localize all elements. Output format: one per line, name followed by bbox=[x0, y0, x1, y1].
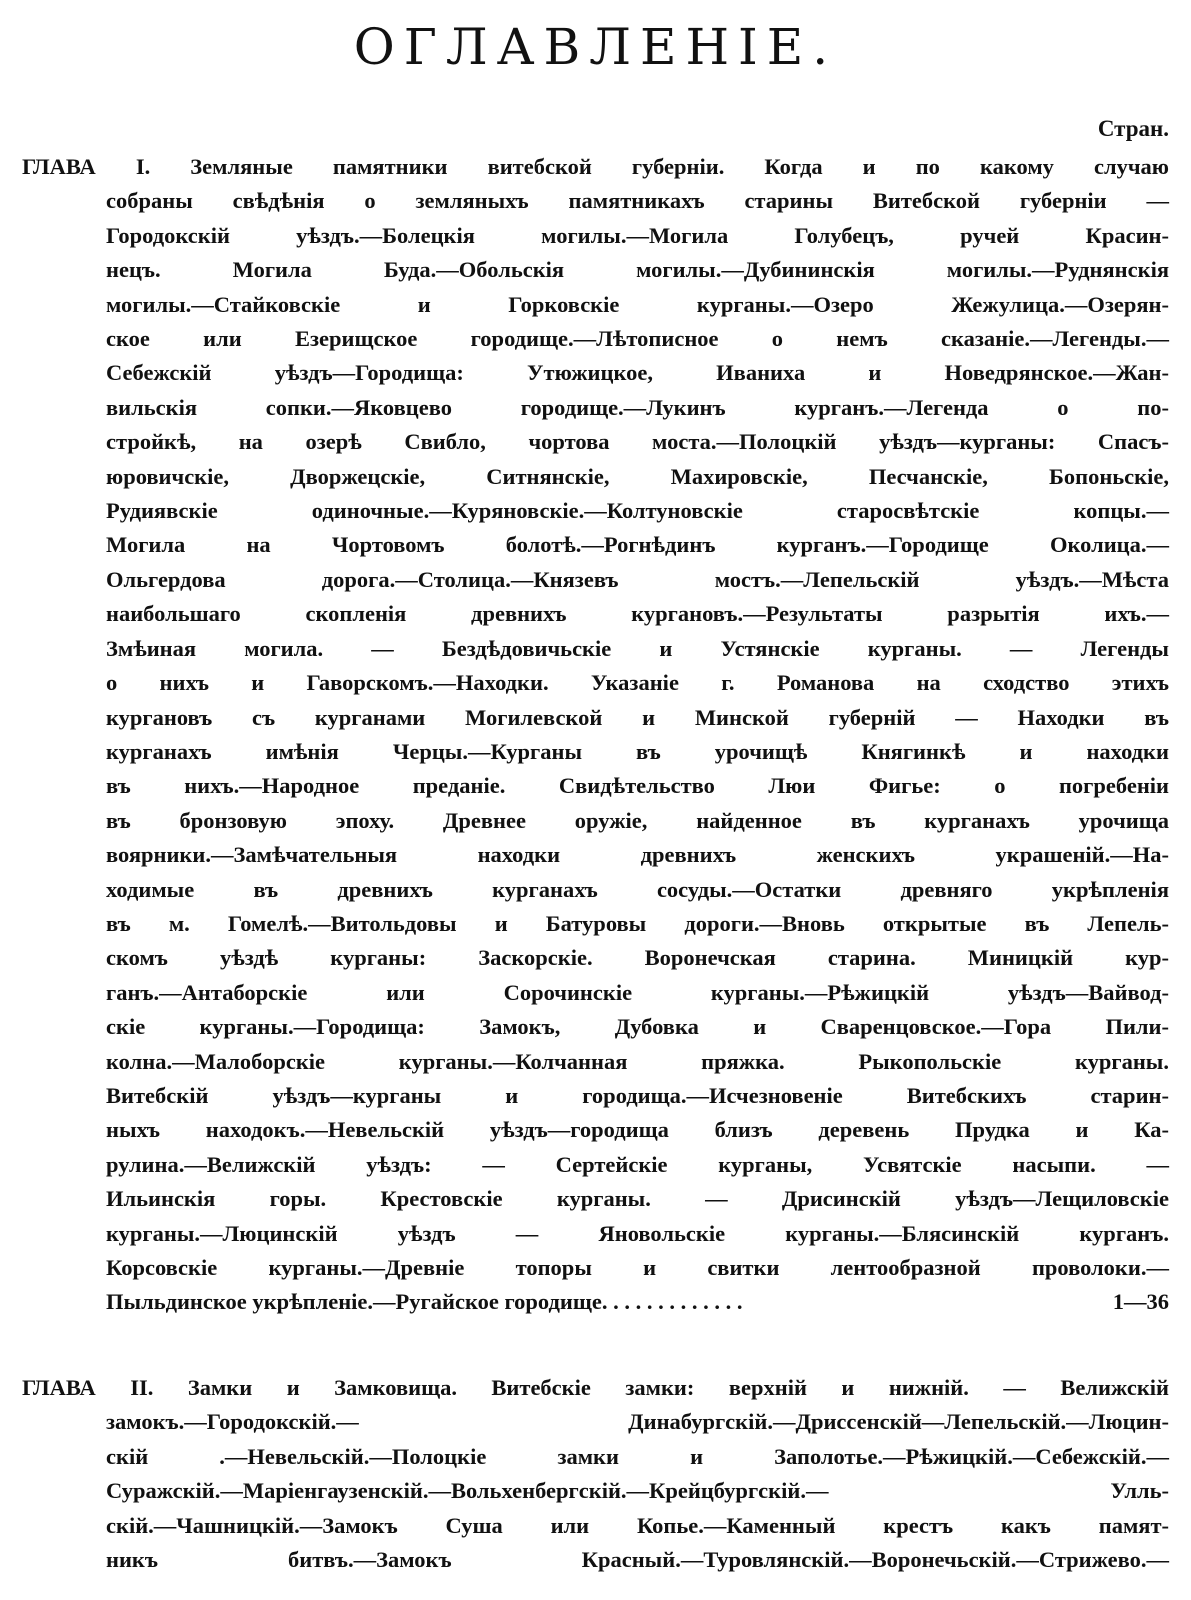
toc-line: курганы.—Люцинскій уѣздъ — Яновольскіе курганы.—Блясинскій курганъ. bbox=[106, 1220, 1169, 1246]
toc-line: Ильинскія горы. Крестовскіе курганы. — Дрисинскій уѣздъ—Лещиловскіе bbox=[106, 1186, 1169, 1212]
toc-line: ходимые въ древнихъ курганахъ сосуды.—Остатки древняго укрѣпленія bbox=[106, 876, 1169, 902]
toc-line: Витебскій уѣздъ—курганы и городища.—Исчезновеніе Витебскихъ старин- bbox=[106, 1082, 1169, 1108]
toc-line: вильскія сопки.—Яковцево городище.—Лукинъ курганъ.—Легенда о по- bbox=[106, 394, 1169, 420]
toc-line: собраны свѣдѣнія о земляныхъ памятникахъ старины Витебской губерніи — bbox=[106, 188, 1169, 214]
toc-line: скіе курганы.—Городища: Замокъ, Дубовка и Сваренцовское.—Гора Пили- bbox=[106, 1014, 1169, 1040]
toc-line: колна.—Малоборскіе курганы.—Колчанная пряжка. Рыкопольскіе курганы. bbox=[106, 1048, 1169, 1074]
toc-line: Ольгердова дорога.—Столица.—Князевъ мостъ.—Лепельскій уѣздъ.—Мѣста bbox=[106, 566, 1169, 592]
toc-line: наибольшаго скопленія древнихъ кургановъ.—Результаты разрытія ихъ.— bbox=[106, 601, 1169, 627]
toc-line: курганахъ имѣнія Черцы.—Курганы въ урочищѣ Княгинкѣ и находки bbox=[106, 738, 1169, 764]
chapter-1-entry bbox=[22, 150, 1169, 1320]
toc-line: о нихъ и Гаворскомъ.—Находки. Указаніе г. Романова на сходство этихъ bbox=[106, 670, 1169, 696]
page-range: 1—36 bbox=[1112, 1289, 1169, 1315]
toc-line-with-leader bbox=[22, 1285, 1169, 1319]
toc-line: ГЛАВА I. Земляные памятники витебской губерніи. Когда и по какому случаю bbox=[22, 154, 1169, 179]
chapter-2-entry bbox=[22, 1371, 1169, 1577]
toc-line: рулина.—Велижскій уѣздъ: — Сертейскіе курганы, Усвятскіе насыпи. — bbox=[106, 1151, 1169, 1177]
toc-line: нецъ. Могила Буда.—Обольскія могилы.—Дубининскія могилы.—Руднянскія bbox=[106, 257, 1169, 283]
pages-column-header: Стран. bbox=[1097, 116, 1169, 141]
toc-line: юровичскіе, Дворжецскіе, Ситнянскіе, Махировскіе, Песчанскіе, Бопоньскіе, bbox=[106, 463, 1169, 489]
toc-line: ныхъ находокъ.—Невельскій уѣздъ—городища близъ деревень Прудка и Ка- bbox=[106, 1117, 1169, 1143]
toc-line: замокъ.—Городокскій.— Динабургскій.—Дриссенскій—Лепельскій.—Люцин- bbox=[106, 1409, 1169, 1435]
toc-line: скомъ уѣздѣ курганы: Заскорскіе. Воронечская старина. Миницкій кур- bbox=[106, 945, 1169, 971]
toc-line: въ бронзовую эпоху. Древнее оружіе, найденное въ курганахъ урочища bbox=[106, 807, 1169, 833]
toc-line: ГЛАВА II. Замки и Замковища. Витебскіе замки: верхній и нижній. — Велижскій bbox=[22, 1375, 1169, 1400]
toc-line: Могила на Чортовомъ болотѣ.—Рогнѣдинъ курганъ.—Городище Околица.— bbox=[106, 532, 1169, 558]
toc-line: стройкѣ, на озерѣ Свибло, чортова моста.—Полоцкій уѣздъ—курганы: Спасъ- bbox=[106, 429, 1169, 455]
toc-line: воярники.—Замѣчательныя находки древнихъ женскихъ украшеній.—На- bbox=[106, 842, 1169, 868]
page-title: ОГЛАВЛЕНІЕ. bbox=[353, 18, 838, 76]
toc-line: кургановъ съ курганами Могилевской и Минской губерній — Находки въ bbox=[106, 704, 1169, 730]
toc-line: Суражскій.—Маріенгаузенскій.—Вольхенбергскій.—Крейцбургскій.— Улль- bbox=[106, 1478, 1169, 1504]
toc-line: въ нихъ.—Народное преданіе. Свидѣтельство Люи Фигье: о погребеніи bbox=[106, 773, 1169, 799]
toc-line: Корсовскіе курганы.—Древніе топоры и свитки лентообразной проволоки.— bbox=[106, 1255, 1169, 1280]
toc-line: въ м. Гомелѣ.—Витольдовы и Батуровы дороги.—Вновь открытые въ Лепель- bbox=[106, 910, 1169, 936]
toc-line: никъ битвъ.—Замокъ Красный.—Туровлянскій.—Воронечьскій.—Стрижево.— bbox=[106, 1547, 1169, 1573]
toc-line: Городокскій уѣздъ.—Болецкія могилы.—Могила Голубецъ, ручей Красин- bbox=[106, 222, 1169, 248]
toc-line: скій .—Невельскій.—Полоцкіе замки и Заполотье.—Рѣжицкій.—Себежскій.— bbox=[106, 1443, 1169, 1469]
toc-line: скій.—Чашницкій.—Замокъ Суша или Копье.—Каменный крестъ какъ памят- bbox=[106, 1512, 1169, 1538]
toc-line: Рудиявскіе одиночные.—Куряновскіе.—Колтуновскіе старосвѣтскіе копцы.— bbox=[106, 498, 1169, 524]
toc-line: Змѣиная могила. — Бездѣдовичьскіе и Устянскіе курганы. — Легенды bbox=[106, 635, 1169, 661]
toc-line: Себежскій уѣздъ—Городища: Утюжицкое, Иваниха и Новедрянское.—Жан- bbox=[106, 360, 1169, 386]
toc-line: ское или Езерищское городище.—Лѣтописное о немъ сказаніе.—Легенды.— bbox=[106, 326, 1169, 352]
toc-line: ганъ.—Антаборскіе или Сорочинскіе курганы.—Рѣжицкій уѣздъ—Вайвод- bbox=[106, 979, 1169, 1005]
toc-line-text: Пыльдинское укрѣпленіе.—Ругайское городище. . . . . . . . . . . . . bbox=[106, 1289, 743, 1315]
toc-line: могилы.—Стайковскіе и Горковскіе курганы.—Озеро Жежулица.—Озерян- bbox=[106, 291, 1169, 317]
